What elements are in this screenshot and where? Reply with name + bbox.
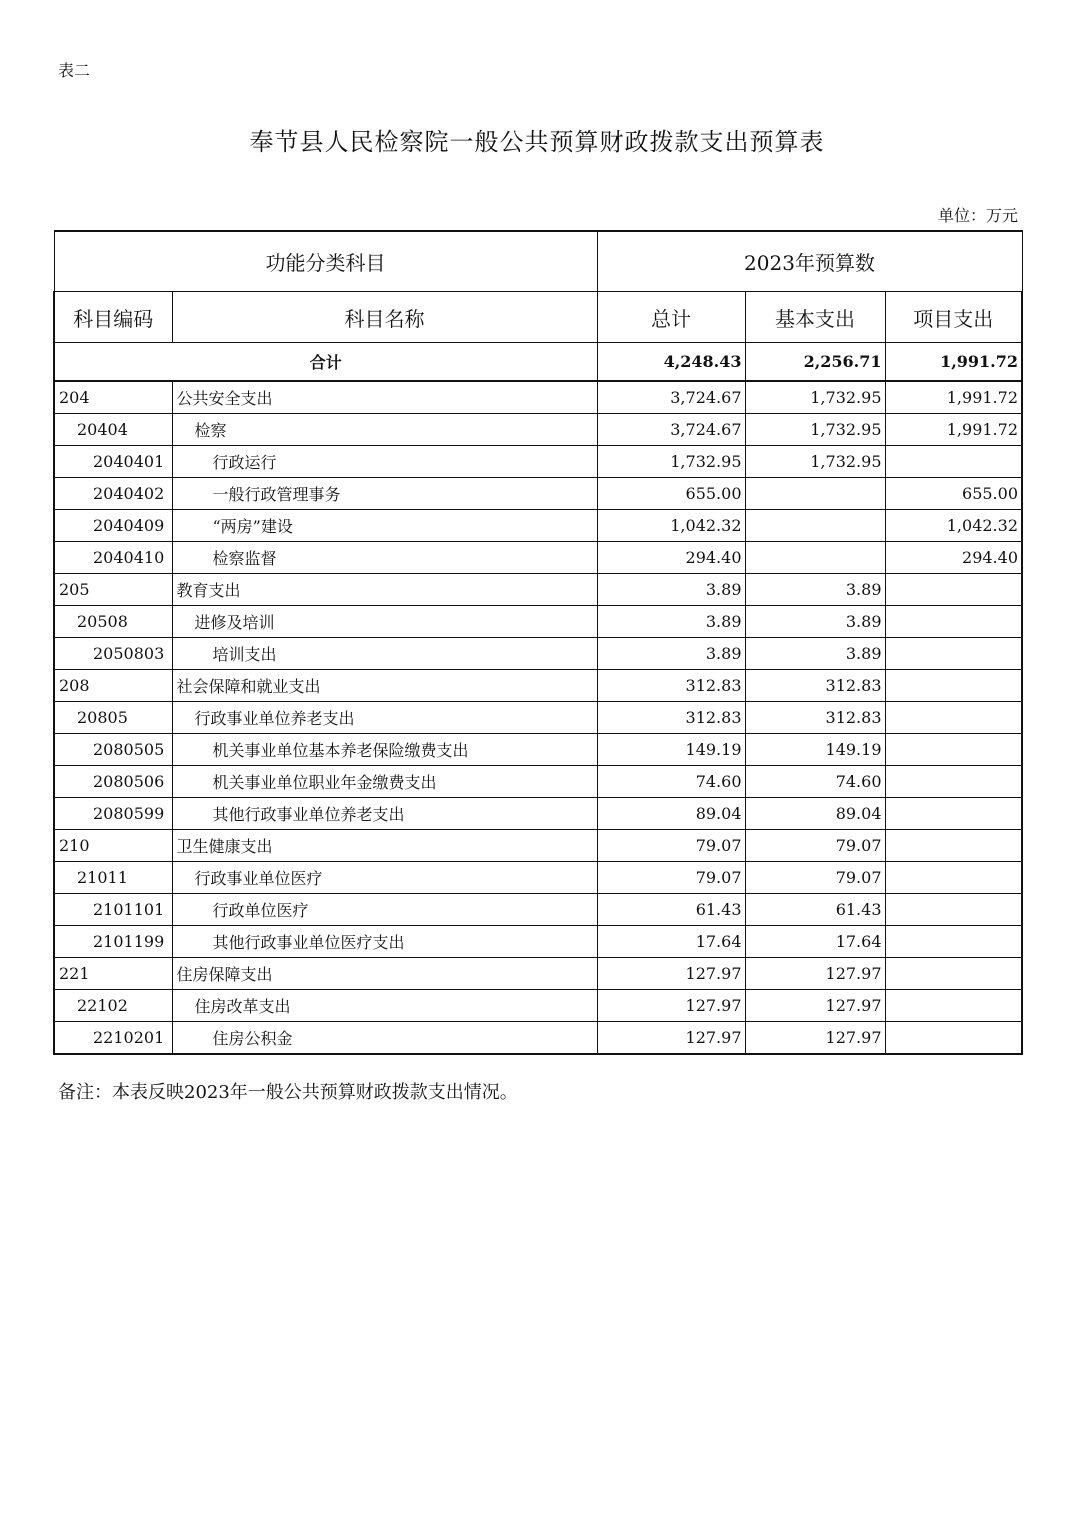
row-basic: 1,732.95 (745, 381, 885, 414)
row-project: 1,042.32 (885, 510, 1022, 542)
row-basic (745, 478, 885, 510)
row-name: 培训支出 (172, 638, 597, 670)
header-budget-2023: 2023年预算数 (597, 231, 1022, 292)
table-row (54, 958, 1022, 990)
row-project (885, 862, 1022, 894)
row-basic: 149.19 (745, 734, 885, 766)
unit-label: 单位：万元 (937, 206, 1018, 225)
row-code: 2040410 (54, 542, 172, 574)
row-name: “两房”建设 (172, 510, 597, 542)
row-name: 公共安全支出 (172, 381, 597, 414)
row-basic: 3.89 (745, 574, 885, 606)
row-project (885, 734, 1022, 766)
row-total: 3,724.67 (597, 414, 745, 446)
row-code: 208 (54, 670, 172, 702)
total-row (54, 343, 1022, 382)
table-row (54, 1022, 1022, 1055)
row-total: 3.89 (597, 638, 745, 670)
table-row (54, 446, 1022, 478)
row-basic: 1,732.95 (745, 414, 885, 446)
row-total: 3.89 (597, 606, 745, 638)
row-total: 127.97 (597, 990, 745, 1022)
row-name: 住房保障支出 (172, 958, 597, 990)
row-name: 其他行政事业单位医疗支出 (172, 926, 597, 958)
table-row (54, 766, 1022, 798)
header-name: 科目名称 (172, 292, 597, 343)
table-row (54, 894, 1022, 926)
row-total: 312.83 (597, 702, 745, 734)
table-row (54, 542, 1022, 574)
row-project: 294.40 (885, 542, 1022, 574)
document-title: 奉节县人民检察院一般公共预算财政拨款支出预算表 (249, 128, 825, 156)
header-code: 科目编码 (54, 292, 172, 343)
row-basic: 312.83 (745, 702, 885, 734)
row-basic: 127.97 (745, 958, 885, 990)
row-total: 655.00 (597, 478, 745, 510)
row-name: 住房改革支出 (172, 990, 597, 1022)
row-basic (745, 542, 885, 574)
row-total: 149.19 (597, 734, 745, 766)
row-code: 20805 (54, 702, 172, 734)
row-code: 204 (54, 381, 172, 414)
row-total: 89.04 (597, 798, 745, 830)
row-code: 2080505 (54, 734, 172, 766)
row-name: 教育支出 (172, 574, 597, 606)
row-code: 20404 (54, 414, 172, 446)
row-project (885, 670, 1022, 702)
row-total: 3,724.67 (597, 381, 745, 414)
row-total: 17.64 (597, 926, 745, 958)
row-project (885, 606, 1022, 638)
row-project: 655.00 (885, 478, 1022, 510)
row-code: 221 (54, 958, 172, 990)
row-total: 79.07 (597, 862, 745, 894)
row-name: 检察 (172, 414, 597, 446)
row-name: 社会保障和就业支出 (172, 670, 597, 702)
row-project: 1,991.72 (885, 414, 1022, 446)
row-code: 205 (54, 574, 172, 606)
row-name: 卫生健康支出 (172, 830, 597, 862)
table-row (54, 798, 1022, 830)
row-basic: 3.89 (745, 638, 885, 670)
row-name: 行政事业单位医疗 (172, 862, 597, 894)
row-name: 一般行政管理事务 (172, 478, 597, 510)
row-code: 22102 (54, 990, 172, 1022)
row-basic: 3.89 (745, 606, 885, 638)
row-total: 1,042.32 (597, 510, 745, 542)
row-project (885, 638, 1022, 670)
row-name: 机关事业单位基本养老保险缴费支出 (172, 734, 597, 766)
row-name: 其他行政事业单位养老支出 (172, 798, 597, 830)
row-code: 210 (54, 830, 172, 862)
row-total: 294.40 (597, 542, 745, 574)
row-total: 61.43 (597, 894, 745, 926)
row-code: 2210201 (54, 1022, 172, 1055)
table-row (54, 702, 1022, 734)
row-name: 行政单位医疗 (172, 894, 597, 926)
row-basic: 74.60 (745, 766, 885, 798)
header-functional-classification: 功能分类科目 (54, 231, 597, 292)
row-name: 行政运行 (172, 446, 597, 478)
row-total: 3.89 (597, 574, 745, 606)
total-total: 4,248.43 (597, 343, 745, 382)
row-basic (745, 510, 885, 542)
header-total: 总计 (597, 292, 745, 343)
row-project: 1,991.72 (885, 381, 1022, 414)
row-project (885, 766, 1022, 798)
total-basic: 2,256.71 (745, 343, 885, 382)
row-total: 127.97 (597, 1022, 745, 1055)
row-basic: 79.07 (745, 830, 885, 862)
row-total: 1,732.95 (597, 446, 745, 478)
header-project: 项目支出 (885, 292, 1022, 343)
table-row (54, 990, 1022, 1022)
row-total: 79.07 (597, 830, 745, 862)
row-project (885, 574, 1022, 606)
table-row (54, 830, 1022, 862)
row-basic: 61.43 (745, 894, 885, 926)
row-code: 21011 (54, 862, 172, 894)
row-basic: 312.83 (745, 670, 885, 702)
table-row (54, 638, 1022, 670)
row-name: 进修及培训 (172, 606, 597, 638)
header-basic: 基本支出 (745, 292, 885, 343)
row-project (885, 926, 1022, 958)
row-project (885, 830, 1022, 862)
table-row (54, 926, 1022, 958)
table-row (54, 574, 1022, 606)
table-label: 表二 (58, 61, 91, 80)
row-code: 2080599 (54, 798, 172, 830)
row-basic: 17.64 (745, 926, 885, 958)
row-name: 检察监督 (172, 542, 597, 574)
row-total: 74.60 (597, 766, 745, 798)
total-label: 合计 (54, 343, 597, 382)
total-project: 1,991.72 (885, 343, 1022, 382)
row-project (885, 798, 1022, 830)
row-basic: 1,732.95 (745, 446, 885, 478)
row-name: 机关事业单位职业年金缴费支出 (172, 766, 597, 798)
row-code: 2040401 (54, 446, 172, 478)
table-row (54, 734, 1022, 766)
row-code: 2040402 (54, 478, 172, 510)
table-row (54, 606, 1022, 638)
footnote: 备注：本表反映2023年一般公共预算财政拨款支出情况。 (58, 1082, 518, 1103)
row-project (885, 958, 1022, 990)
row-project (885, 894, 1022, 926)
row-project (885, 702, 1022, 734)
row-code: 20508 (54, 606, 172, 638)
row-code: 2050803 (54, 638, 172, 670)
table-row (54, 670, 1022, 702)
budget-table (53, 230, 1023, 1055)
row-project (885, 990, 1022, 1022)
row-name: 住房公积金 (172, 1022, 597, 1055)
table-row (54, 478, 1022, 510)
row-basic: 89.04 (745, 798, 885, 830)
row-code: 2101101 (54, 894, 172, 926)
table-row (54, 414, 1022, 446)
row-basic: 79.07 (745, 862, 885, 894)
table-row (54, 862, 1022, 894)
row-total: 312.83 (597, 670, 745, 702)
row-project (885, 1022, 1022, 1055)
row-name: 行政事业单位养老支出 (172, 702, 597, 734)
row-code: 2040409 (54, 510, 172, 542)
row-code: 2080506 (54, 766, 172, 798)
table-row (54, 510, 1022, 542)
row-project (885, 446, 1022, 478)
table-row (54, 381, 1022, 414)
row-basic: 127.97 (745, 990, 885, 1022)
row-basic: 127.97 (745, 1022, 885, 1055)
row-total: 127.97 (597, 958, 745, 990)
row-code: 2101199 (54, 926, 172, 958)
